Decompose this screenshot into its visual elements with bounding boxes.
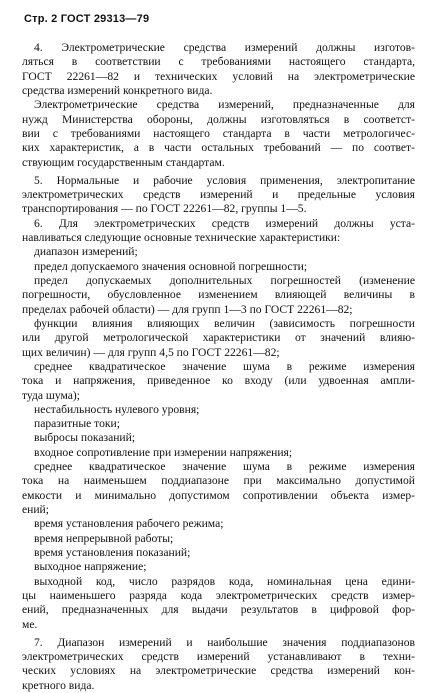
paragraph — [22, 217, 415, 246]
text-line: предел допускаемого значения основной погрешности; — [34, 259, 308, 273]
text-line: погрешности, обусловленное изменением влияющей величины в — [22, 288, 415, 302]
paragraph — [22, 403, 415, 417]
text-line: навливаться следующие основные технические характеристики: — [22, 231, 341, 245]
paragraph — [22, 41, 415, 98]
text-line: ческих условиях на электрометрические средства измерений кон- — [22, 664, 415, 678]
text-line: нестабильность нулевого уровня; — [34, 402, 200, 416]
paragraph — [22, 431, 415, 445]
text-line: время непрерывной работы; — [34, 531, 174, 545]
page-number: Стр. 2 — [24, 13, 58, 25]
paragraph — [22, 417, 415, 431]
paragraph — [22, 532, 415, 546]
text-line: средства измерений конкретного вида. — [22, 83, 213, 97]
paragraph — [22, 446, 415, 460]
document-body — [22, 41, 415, 693]
text-line: емкости и минимально допустимом сопротивлении объекта измер- — [22, 488, 415, 502]
paragraph — [22, 460, 415, 517]
text-line: диапазон измерений; — [34, 245, 138, 259]
text-line: 4. Электрометрические средства измерений должны изготов- — [34, 41, 415, 54]
paragraph — [22, 517, 415, 531]
paragraph — [22, 317, 415, 360]
text-line: входное сопротивление при измерении напряжения; — [34, 445, 293, 459]
text-line: пределах рабочей области) — для групп 1—3 по ГОСТ 22261—82; — [22, 302, 353, 316]
text-line: электрометрических средств измерений устанавливают в техни- — [22, 650, 415, 664]
text-line: среднее квадратическое значение шума в режиме измерения — [34, 460, 415, 474]
page-header — [24, 13, 149, 25]
paragraph — [22, 636, 415, 693]
paragraph — [22, 575, 415, 632]
text-line: тока и напряжения, приведенное ко входу (или удвоенная ампли- — [22, 374, 415, 388]
standard-number: ГОСТ 29313—79 — [60, 13, 150, 25]
paragraph — [22, 560, 415, 574]
paragraph — [22, 360, 415, 403]
paragraph — [22, 245, 415, 259]
text-line: 5. Нормальные и рабочие условия применения, электропитание — [34, 173, 415, 187]
text-line: Электрометрические средства измерений, предназначенные для — [34, 98, 415, 112]
text-line: нужд Министерства обороны, должны изготовляться в соответст- — [22, 112, 415, 126]
text-line: ений, предназначенных для выдачи результатов в цифровой фор- — [22, 603, 415, 617]
text-line: время установления показаний; — [34, 545, 191, 559]
text-line: среднее квадратическое значение шума в режиме измерения — [34, 359, 415, 373]
text-line: ений; — [22, 503, 49, 516]
text-line: ствующим государственным стандартам. — [22, 155, 225, 169]
text-line: выходное напряжение; — [34, 560, 147, 574]
text-line: предел допускаемых дополнительных погрешностей (изменение — [34, 274, 415, 287]
text-line: вии с требованиями настоящего стандарта в части метрологичес- — [22, 126, 415, 140]
text-line: выходной код, число разрядов кода, номинальная цена едини- — [34, 574, 415, 588]
text-line: транспортирования — по ГОСТ 22261—82, группы 1—5. — [22, 202, 307, 216]
text-line: паразитные токи; — [34, 417, 120, 431]
text-line: щих величин) — для групп 4,5 по ГОСТ 22261—82; — [22, 345, 280, 359]
text-line: кретного вида. — [22, 678, 95, 692]
paragraph — [22, 260, 415, 274]
text-line: туда шума); — [22, 388, 80, 402]
paragraph — [22, 174, 415, 217]
text-line: ких характеристик, а в части остальных требований — по соответ- — [22, 141, 415, 155]
text-line: или другой метрологической характеристики от значений влияю- — [22, 331, 415, 345]
paragraph — [22, 546, 415, 560]
text-line: цы наименьшего разряда кода электрометрических средств измер- — [22, 588, 415, 602]
text-line: электрометрических средств измерений и предельные условия — [22, 188, 415, 202]
paragraph — [22, 98, 415, 170]
text-line: ляться в соответствии с требованиями настоящего стандарта, — [22, 55, 415, 69]
text-line: функции влияния влияющих величин (зависимость погрешности — [34, 316, 415, 330]
text-line: 7. Диапазон измерений и наибольшие значения поддиапазонов — [34, 635, 415, 649]
text-line: время установления рабочего режима; — [34, 517, 224, 531]
text-line: ме. — [22, 617, 38, 631]
text-line: тока на наименьшем поддиапазоне при максимально допустимой — [22, 474, 415, 488]
text-line: ГОСТ 22261—82 и технических условий на электрометрические — [22, 69, 415, 83]
text-line: выбросы показаний; — [34, 431, 136, 445]
text-line: 6. Для электрометрических средств измерений должны уста- — [34, 216, 415, 230]
paragraph — [22, 274, 415, 317]
